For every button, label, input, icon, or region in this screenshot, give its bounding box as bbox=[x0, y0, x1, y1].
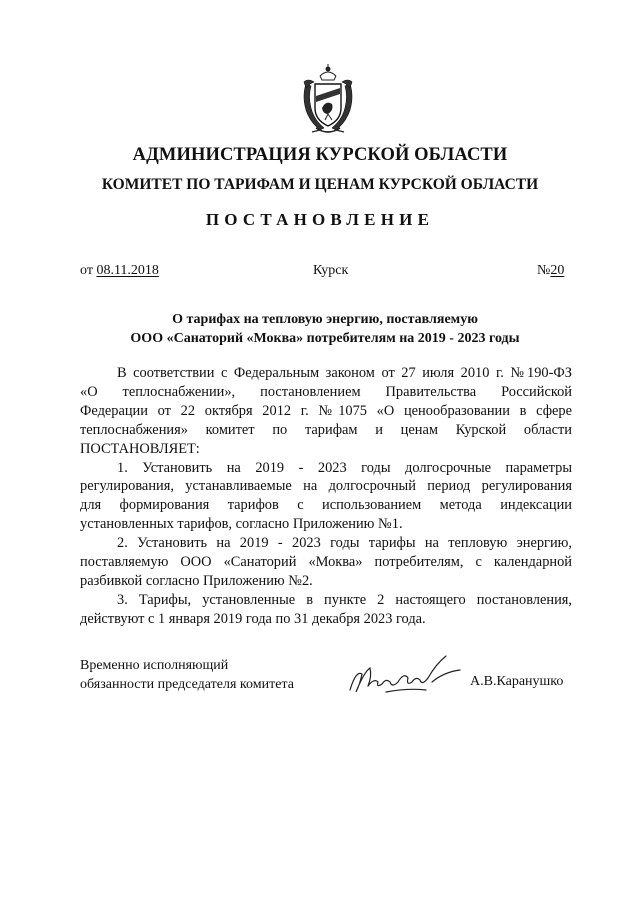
committee-heading: КОМИТЕТ ПО ТАРИФАМ И ЦЕНАМ КУРСКОЙ ОБЛАСТИ bbox=[101, 176, 539, 193]
position-line: обязанности председателя комитета bbox=[80, 677, 294, 692]
title-line: О тарифах на тепловую энергию, поставляемую bbox=[172, 312, 478, 327]
body-line: 1. Установить на 2019 - 2023 годы долгосрочные параметры bbox=[117, 459, 572, 476]
administration-heading: АДМИНИСТРАЦИЯ КУРСКОЙ ОБЛАСТИ bbox=[132, 145, 508, 165]
document-type-heading: ПОСТАНОВЛЕНИЕ bbox=[205, 210, 435, 229]
body-line: ПОСТАНОВЛЯЕТ: bbox=[80, 440, 200, 457]
body-line: В соответствии с Федеральным законом от 27 июля 2010 г. №190-ФЗ bbox=[117, 365, 572, 381]
document-date bbox=[80, 263, 159, 279]
number-value: 20 bbox=[550, 263, 565, 278]
date-prefix: от bbox=[80, 263, 97, 278]
body-line: поставляемую ООО «Санаторий «Моква» потребителям, с календарной bbox=[80, 554, 572, 571]
body-line: теплоснабжения» комитет по тарифам и ценам Курской области bbox=[80, 421, 572, 438]
handwritten-signature bbox=[346, 652, 464, 698]
body-line: 3. Тарифы, установленные в пункте 2 настоящего постановления, bbox=[117, 591, 572, 608]
body-line: установленных тарифов, согласно Приложению №1. bbox=[80, 516, 403, 533]
date-value: 08.11.2018 bbox=[96, 263, 159, 278]
number-prefix: № bbox=[537, 263, 551, 278]
title-line: ООО «Санаторий «Моква» потребителям на 2019 - 2023 годы bbox=[130, 331, 520, 346]
body-line: «О теплоснабжении», постановлением Правительства Российской bbox=[80, 383, 572, 400]
body-line: регулирования, устанавливаемые на долгосрочный период регулирования bbox=[80, 478, 572, 495]
position-line: Временно исполняющий bbox=[80, 658, 229, 673]
document-city: Курск bbox=[313, 263, 349, 278]
body-line: для формирования тарифов с использованием метода индексации bbox=[80, 497, 572, 514]
document-number bbox=[537, 263, 564, 279]
coat-of-arms-icon bbox=[298, 62, 358, 138]
document-title bbox=[0, 310, 640, 348]
document-body bbox=[80, 364, 572, 629]
signatory-name: А.В.Каранушко bbox=[470, 674, 564, 689]
body-line: 2. Установить на 2019 - 2023 годы тарифы на тепловую энергию, bbox=[117, 535, 572, 552]
signatory-position bbox=[80, 656, 294, 694]
body-line: Федерации от 22 октября 2012 г. №1075 «О ценообразовании в сфере bbox=[80, 402, 572, 419]
body-line: разбивкой согласно Приложению №2. bbox=[80, 572, 313, 589]
body-line: действуют с 1 января 2019 года по 31 декабря 2023 года. bbox=[80, 610, 426, 627]
